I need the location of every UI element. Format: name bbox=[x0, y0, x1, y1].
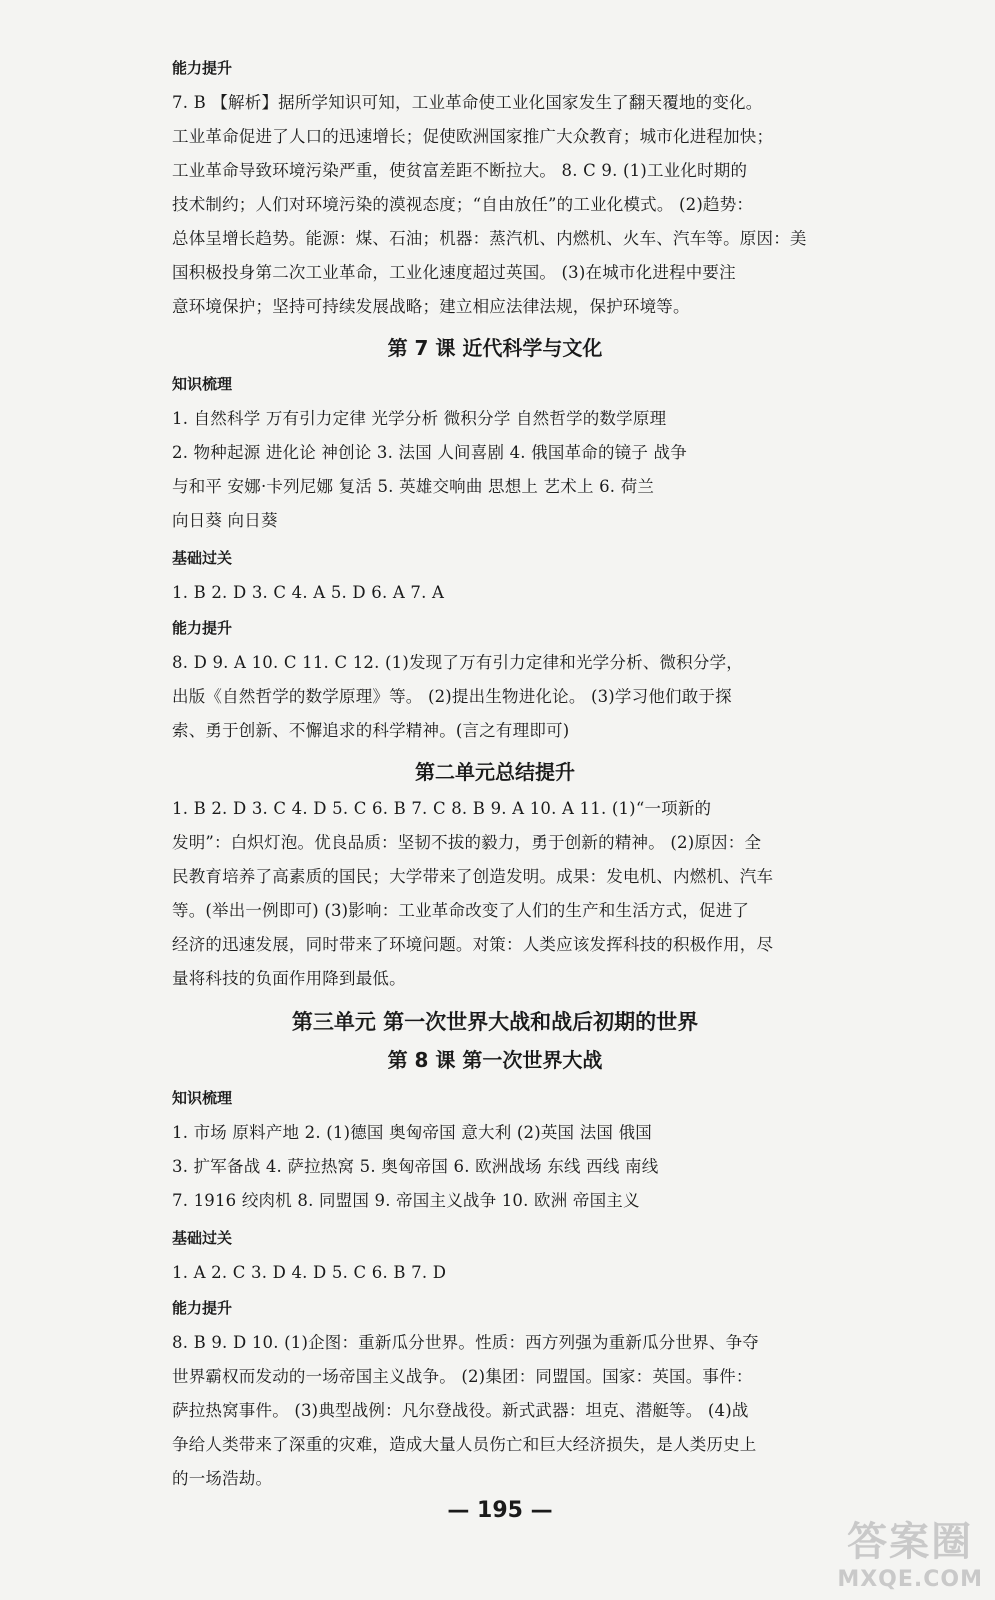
lesson8-knowledge bbox=[172, 1116, 824, 1218]
text-line: 工业革命促进了人口的迅速增长；促使欧洲国家推广大众教育；城市化进程加快； bbox=[172, 127, 774, 146]
section-heading-ability: 能力提升 bbox=[172, 59, 233, 77]
unit2-summary-body bbox=[172, 792, 824, 996]
section-heading-knowledge: 知识梳理 bbox=[172, 1089, 233, 1107]
section-heading-ability: 能力提升 bbox=[172, 1299, 233, 1317]
text-line: 量将科技的负面作用降到最低。 bbox=[172, 969, 406, 988]
text-line: 1. B 2. D 3. C 4. A 5. D 6. A 7. A bbox=[172, 583, 445, 602]
text-line: 1. A 2. C 3. D 4. D 5. C 6. B 7. D bbox=[172, 1263, 447, 1282]
text-line: 总体呈增长趋势。能源：煤、石油；机器：蒸汽机、内燃机、火车、汽车等。原因：美 bbox=[172, 229, 807, 248]
text-line: 3. 扩军备战 4. 萨拉热窝 5. 奥匈帝国 6. 欧洲战场 东线 西线 南线 bbox=[172, 1157, 659, 1176]
lesson7-basic bbox=[172, 576, 824, 610]
page-number: — 195 — bbox=[447, 1498, 553, 1523]
text-line: 国积极投身第二次工业革命，工业化速度超过英国。 (3)在城市化进程中要注 bbox=[172, 263, 736, 282]
sec1-body bbox=[172, 86, 824, 324]
text-line: 1. B 2. D 3. C 4. D 5. C 6. B 7. C 8. B 9. A 10. A 11. (1)“一项新的 bbox=[172, 799, 712, 818]
text-line: 技术制约；人们对环境污染的漠视态度；“自由放任”的工业化模式。 (2)趋势： bbox=[172, 195, 754, 214]
text-line: 8. D 9. A 10. C 11. C 12. (1)发现了万有引力定律和光学分析、微积分学， bbox=[172, 653, 743, 672]
watermark-text: 答案圈 bbox=[847, 1519, 974, 1565]
text-line: 8. B 9. D 10. (1)企图：重新瓜分世界。性质：西方列强为重新瓜分世界、争夺 bbox=[172, 1333, 759, 1352]
text-line: 7. 1916 绞肉机 8. 同盟国 9. 帝国主义战争 10. 欧洲 帝国主义 bbox=[172, 1191, 640, 1210]
text-line: 世界霸权而发动的一场帝国主义战争。 (2)集团：同盟国。国家：英国。事件： bbox=[172, 1367, 753, 1386]
lesson8-title: 第 8 课 第一次世界大战 bbox=[387, 1048, 603, 1072]
text-line: 等。(举出一例即可) (3)影响：工业革命改变了人们的生产和生活方式，促进了 bbox=[172, 901, 750, 920]
text-line: 经济的迅速发展，同时带来了环境问题。对策：人类应该发挥科技的积极作用，尽 bbox=[172, 935, 774, 954]
text-line: 意环境保护；坚持可持续发展战略；建立相应法律法规，保护环境等。 bbox=[172, 297, 690, 316]
lesson8-ability bbox=[172, 1326, 824, 1496]
text-line: 1. 自然科学 万有引力定律 光学分析 微积分学 自然哲学的数学原理 bbox=[172, 409, 667, 428]
text-line: 萨拉热窝事件。 (3)典型战例：凡尔登战役。新式武器：坦克、潜艇等。 (4)战 bbox=[172, 1401, 749, 1420]
watermark-logo bbox=[837, 1510, 983, 1592]
text-line: 的一场浩劫。 bbox=[172, 1469, 273, 1488]
section-heading-basic: 基础过关 bbox=[172, 1229, 233, 1247]
text-line: 向日葵 向日葵 bbox=[172, 511, 278, 530]
text-line: 发明”：白炽灯泡。优良品质：坚韧不拔的毅力，勇于创新的精神。 (2)原因：全 bbox=[172, 833, 762, 852]
text-line: 7. B 【解析】据所学知识可知，工业革命使工业化国家发生了翻天覆地的变化。 bbox=[172, 93, 763, 112]
text-line: 争给人类带来了深重的灾难，造成大量人员伤亡和巨大经济损失，是人类历史上 bbox=[172, 1435, 757, 1454]
section-heading-ability: 能力提升 bbox=[172, 619, 233, 637]
text-line: 2. 物种起源 进化论 神创论 3. 法国 人间喜剧 4. 俄国革命的镜子 战争 bbox=[172, 443, 687, 462]
text-line: 出版《自然哲学的数学原理》等。 (2)提出生物进化论。 (3)学习他们敢于探 bbox=[172, 687, 732, 706]
text-line: 1. 市场 原料产地 2. (1)德国 奥匈帝国 意大利 (2)英国 法国 俄国 bbox=[172, 1123, 652, 1142]
section-heading-knowledge: 知识梳理 bbox=[172, 375, 233, 393]
lesson7-ability bbox=[172, 646, 824, 748]
text-line: 工业革命导致环境污染严重，使贫富差距不断拉大。 8. C 9. (1)工业化时期的 bbox=[172, 161, 748, 180]
unit3-title: 第三单元 第一次世界大战和战后初期的世界 bbox=[291, 1010, 699, 1034]
lesson7-knowledge bbox=[172, 402, 824, 538]
lesson8-basic bbox=[172, 1256, 824, 1290]
text-line: 索、勇于创新、不懈追求的科学精神。(言之有理即可) bbox=[172, 721, 570, 740]
text-line: 与和平 安娜·卡列尼娜 复活 5. 英雄交响曲 思想上 艺术上 6. 荷兰 bbox=[172, 477, 655, 496]
section-heading-basic: 基础过关 bbox=[172, 549, 233, 567]
lesson7-title: 第 7 课 近代科学与文化 bbox=[387, 336, 603, 360]
text-line: 民教育培养了高素质的国民；大学带来了创造发明。成果：发电机、内燃机、汽车 bbox=[172, 867, 774, 886]
watermark-url: MXQE.COM bbox=[837, 1567, 983, 1592]
unit2-summary-title: 第二单元总结提升 bbox=[415, 760, 575, 784]
